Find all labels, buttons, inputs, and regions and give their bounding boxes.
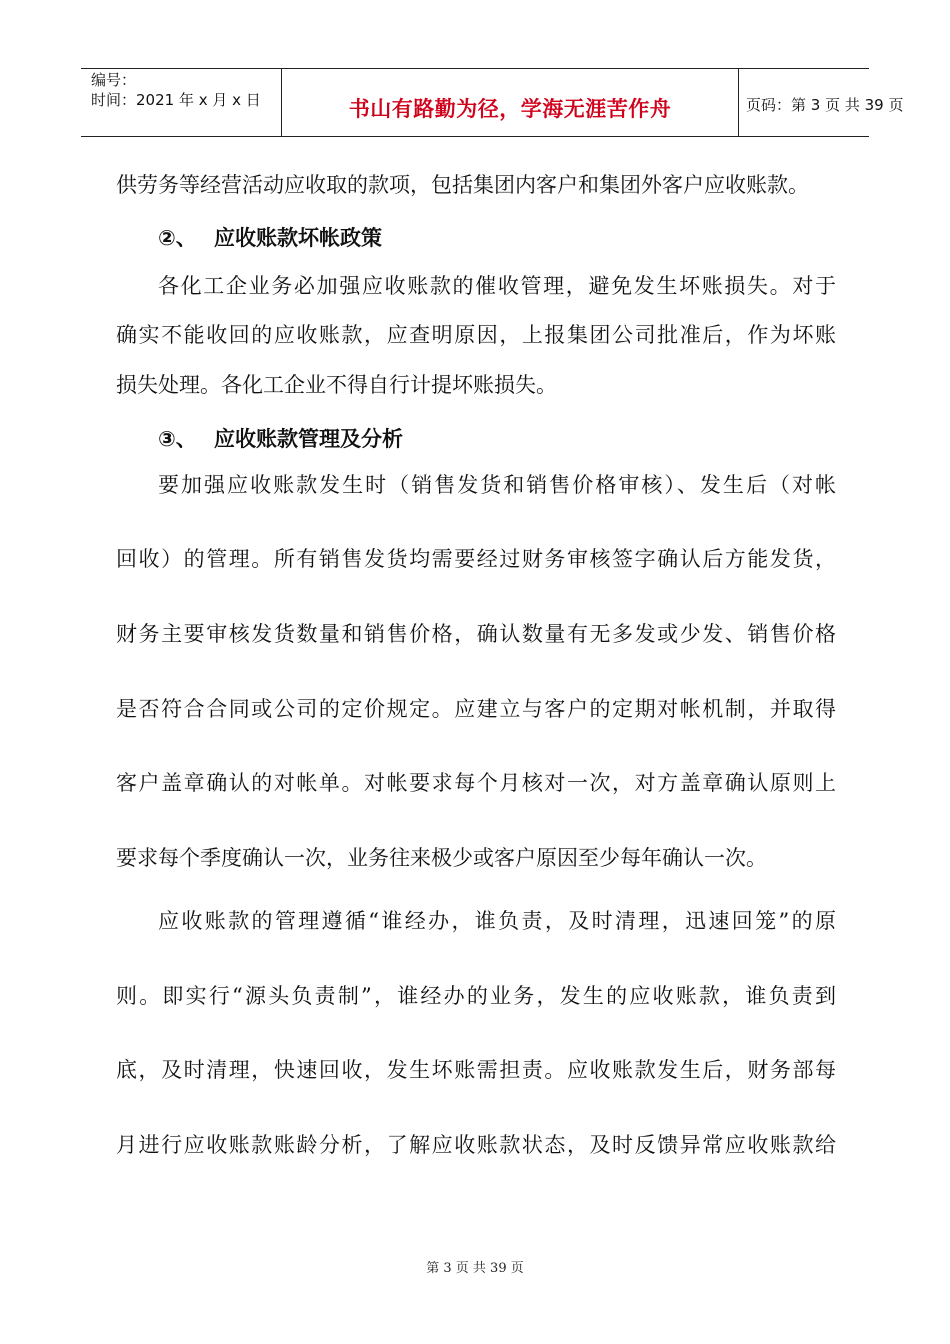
paragraph-line: 财务主要审核发货数量和销售价格，确认数量有无多发或少发、销售价格	[116, 622, 836, 646]
paragraph-line: 月进行应收账款账龄分析，了解应收账款状态，及时反馈异常应收账款给	[116, 1133, 836, 1157]
section-heading-management	[158, 423, 403, 453]
serial-number-label: 编号：	[91, 71, 137, 89]
heading-number: ③、	[158, 427, 197, 451]
motto-text: 书山有路勤为径，学海无涯苦作舟	[348, 97, 672, 121]
heading-number: ②、	[158, 226, 197, 250]
heading-text: 应收账款管理及分析	[214, 427, 403, 451]
header-meta-cell	[81, 69, 281, 136]
paragraph-line: 损失处理。各化工企业不得自行计提坏账损失。	[116, 373, 557, 397]
paragraph-line: 要加强应收账款发生时（销售发货和销售价格审核）、发生后（对帐	[158, 473, 836, 497]
paragraph-line: 各化工企业务必加强应收账款的催收管理，避免发生坏账损失。对于	[158, 274, 836, 298]
paragraph-line: 客户盖章确认的对帐单。对帐要求每个月核对一次，对方盖章确认原则上	[116, 771, 836, 795]
paragraph-line: 应收账款的管理遵循“谁经办，谁负责，及时清理，迅速回笼”的原	[158, 909, 836, 933]
page-code: 页码：第 3 页 共 39 页	[746, 96, 904, 114]
header-page-cell	[738, 69, 904, 136]
section-heading-bad-debt	[158, 222, 382, 252]
date-label: 时间：2021 年 x 月 x 日	[91, 91, 261, 109]
header-motto-cell	[281, 69, 739, 136]
paragraph-line: 供劳务等经营活动应收取的款项，包括集团内客户和集团外客户应收账款。	[116, 173, 809, 197]
paragraph-line: 底，及时清理，快速回收，发生坏账需担责。应收账款发生后，财务部每	[116, 1058, 836, 1082]
paragraph-line: 回收）的管理。所有销售发货均需要经过财务审核签字确认后方能发货，	[116, 547, 836, 571]
paragraph-line: 要求每个季度确认一次，业务往来极少或客户原因至少每年确认一次。	[116, 846, 767, 870]
document-header	[81, 68, 904, 137]
paragraph-line: 确实不能收回的应收账款，应查明原因，上报集团公司批准后，作为坏账	[116, 323, 836, 347]
paragraph-line: 则。即实行“源头负责制”，谁经办的业务，发生的应收账款，谁负责到	[116, 984, 836, 1008]
heading-text: 应收账款坏帐政策	[214, 226, 382, 250]
paragraph-line: 是否符合合同或公司的定价规定。应建立与客户的定期对帐机制，并取得	[116, 697, 836, 721]
page-footer: 第 3 页 共 39 页	[426, 1261, 524, 1276]
